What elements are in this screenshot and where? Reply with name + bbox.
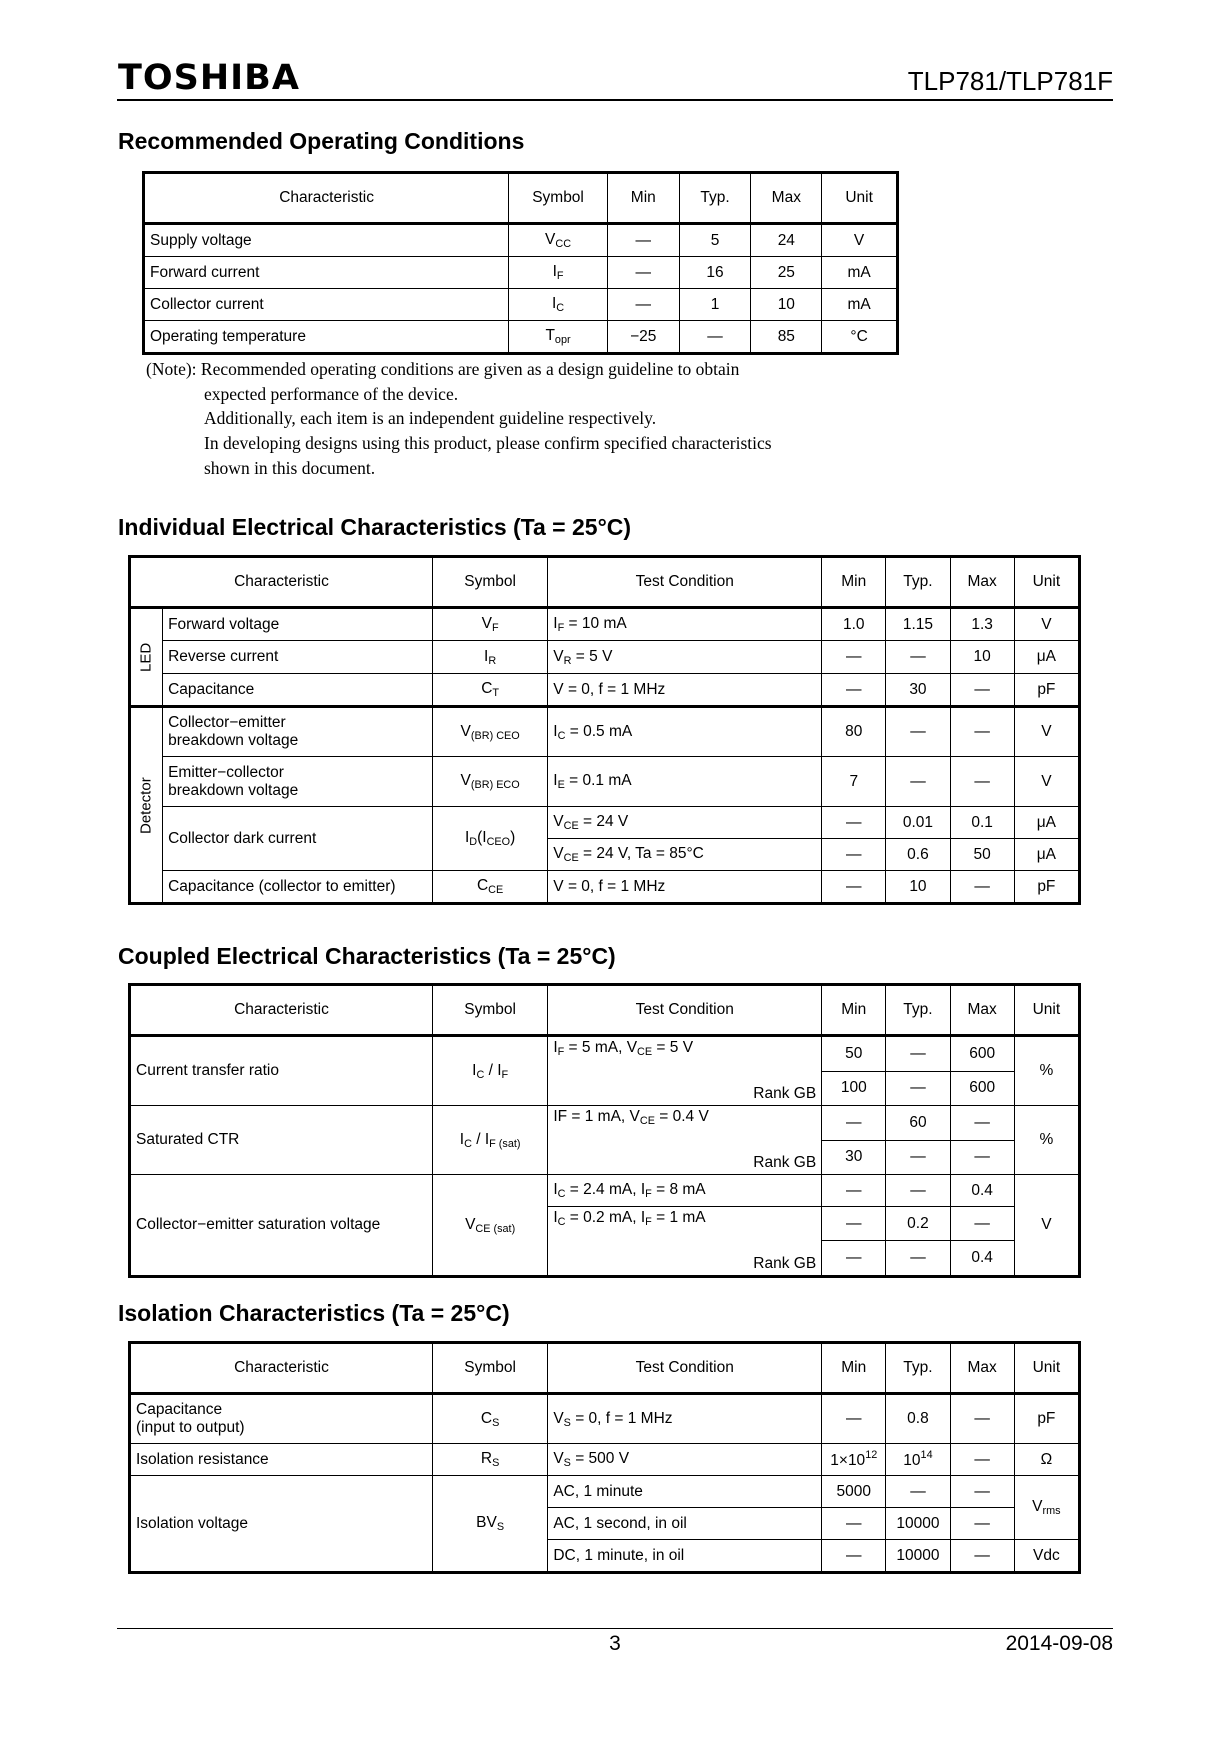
part-number: TLP781/TLP781F xyxy=(907,66,1113,96)
cell-min: −25 xyxy=(607,321,679,354)
cell-min: — xyxy=(822,1175,886,1207)
col-symbol: Symbol xyxy=(432,1343,547,1394)
cell-typ: 16 xyxy=(679,257,751,289)
note-line: (Note): Recommended operating conditions are given as a design guideline to obtain xyxy=(146,359,740,379)
roc-header-row xyxy=(144,173,898,224)
cell-typ: — xyxy=(886,1175,950,1207)
cell-min: 5000 xyxy=(822,1476,886,1508)
cell-unit: mA xyxy=(822,289,898,321)
cell-min: 80 xyxy=(822,707,886,757)
cell-typ: 1 xyxy=(679,289,751,321)
cell-min: 30 xyxy=(822,1140,886,1175)
cell-symbol: $R_S$ xyxy=(432,1444,547,1476)
note-line: In developing designs using this product, please confirm specified characteristics xyxy=(204,433,772,454)
individual-table xyxy=(128,555,1081,905)
cell-char: Collector current xyxy=(144,289,509,321)
cell-typ: — xyxy=(886,641,950,674)
note-line: Additionally, each item is an independent guideline respectively. xyxy=(204,408,657,429)
cell-min: — xyxy=(822,871,886,904)
cell-min: — xyxy=(607,224,679,257)
cell-symbol: $I_D(I_{CEO})$ xyxy=(432,807,547,871)
table-row xyxy=(130,871,1080,904)
cell-typ: — xyxy=(886,757,950,807)
cell-condition: $I_F = 5$ mA, $V_{CE} = 5$ V Rank GB xyxy=(548,1036,822,1106)
cell-symbol: $BV_S$ xyxy=(432,1476,547,1573)
cell-symbol: $I_C / I_F$ xyxy=(432,1036,547,1106)
cell-char: Capacitance (collector to emitter) xyxy=(163,871,433,904)
cell-unit: V xyxy=(1014,1175,1079,1277)
cell-min: — xyxy=(822,839,886,871)
table-row xyxy=(130,1106,1080,1141)
cell-char: Collector−emitter saturation voltage xyxy=(130,1175,433,1277)
cell-char: Collector−emitter breakdown voltage xyxy=(163,707,433,757)
table-row xyxy=(144,289,898,321)
cell-condition: $V_S = 0$, f = 1 MHz xyxy=(548,1394,822,1444)
revision-date: 2014-09-08 xyxy=(1005,1632,1113,1655)
cell-char: Collector dark current xyxy=(163,807,433,871)
cell-typ: 30 xyxy=(886,674,950,707)
col-test-condition: Test Condition xyxy=(548,1343,822,1394)
cell-typ: 60 xyxy=(886,1106,950,1141)
cell-min: — xyxy=(822,1540,886,1573)
cell-typ: $10^{14}$ xyxy=(886,1444,950,1476)
cell-unit: V xyxy=(822,224,898,257)
table-row xyxy=(130,1444,1080,1476)
cell-unit: pF xyxy=(1014,871,1079,904)
cell-unit: mA xyxy=(822,257,898,289)
col-characteristic: Characteristic xyxy=(130,557,433,608)
cell-condition: $V_{CE} = 24$ V xyxy=(548,807,822,839)
cell-max: — xyxy=(950,1207,1014,1241)
cell-unit: V xyxy=(1014,707,1079,757)
roc-table xyxy=(142,171,899,355)
cell-char: Reverse current xyxy=(163,641,433,674)
col-typ: Typ. xyxy=(679,173,751,224)
cell-max: — xyxy=(950,1540,1014,1573)
cell-min: 1.0 xyxy=(822,608,886,641)
cell-typ: — xyxy=(886,1476,950,1508)
col-characteristic: Characteristic xyxy=(144,173,509,224)
table-row xyxy=(130,608,1080,641)
col-max: Max xyxy=(950,557,1014,608)
cell-condition: AC, 1 second, in oil xyxy=(548,1508,822,1540)
cell-min: — xyxy=(822,1508,886,1540)
cell-condition: $I_E = 0.1$ mA xyxy=(548,757,822,807)
cell-symbol: $I_F$ xyxy=(509,257,608,289)
cell-typ: 10000 xyxy=(886,1540,950,1573)
table-row xyxy=(144,257,898,289)
cell-max: — xyxy=(950,674,1014,707)
cell-min: — xyxy=(822,1207,886,1241)
cell-min: — xyxy=(822,641,886,674)
brand-logo: TOSHIBA xyxy=(118,58,300,98)
cell-min: — xyxy=(822,674,886,707)
note-line: expected performance of the device. xyxy=(204,383,459,404)
cell-typ: 0.01 xyxy=(886,807,950,839)
page-number: 3 xyxy=(609,1632,621,1655)
col-symbol: Symbol xyxy=(509,173,608,224)
cell-typ: 0.2 xyxy=(886,1207,950,1241)
coupled-title: Coupled Electrical Characteristics (Ta = 25°C) xyxy=(118,943,616,969)
cell-min: 100 xyxy=(822,1071,886,1105)
cell-char: Operating temperature xyxy=(144,321,509,354)
cell-typ: 0.6 xyxy=(886,839,950,871)
cell-unit: Vdc xyxy=(1014,1540,1079,1573)
col-test-condition: Test Condition xyxy=(548,557,822,608)
cell-condition: V = 0, f = 1 MHz xyxy=(548,674,822,707)
cell-unit: pF xyxy=(1014,674,1079,707)
cell-condition: DC, 1 minute, in oil xyxy=(548,1540,822,1573)
cell-max: 0.1 xyxy=(950,807,1014,839)
cell-min: — xyxy=(822,1106,886,1141)
cell-condition: $I_C = 0.2$ mA, $I_F = 1$ mA Rank GB xyxy=(548,1207,822,1277)
cell-condition: IF = 1 mA, $V_{CE} = 0.4$ V Rank GB xyxy=(548,1106,822,1175)
cell-char: Current transfer ratio xyxy=(130,1036,433,1106)
footer-rule xyxy=(117,1628,1113,1629)
cell-min: — xyxy=(607,257,679,289)
cell-typ: — xyxy=(886,1241,950,1277)
cell-char: Forward voltage xyxy=(163,608,433,641)
cell-symbol: $T_{opr}$ xyxy=(509,321,608,354)
cell-typ: — xyxy=(886,1036,950,1072)
cell-max: — xyxy=(950,707,1014,757)
cell-min: 50 xyxy=(822,1036,886,1072)
cell-char: Forward current xyxy=(144,257,509,289)
cell-max: 24 xyxy=(751,224,822,257)
cell-symbol: $V_{CC}$ xyxy=(509,224,608,257)
col-characteristic: Characteristic xyxy=(130,1343,433,1394)
col-min: Min xyxy=(822,985,886,1036)
cell-symbol: $V_{(BR) ECO}$ xyxy=(432,757,547,807)
cell-typ: — xyxy=(679,321,751,354)
cell-symbol: $I_C$ xyxy=(509,289,608,321)
cell-unit: °C xyxy=(822,321,898,354)
cell-char: Supply voltage xyxy=(144,224,509,257)
cell-typ: 5 xyxy=(679,224,751,257)
table-row xyxy=(130,674,1080,707)
cell-max: — xyxy=(950,1106,1014,1141)
isolation-header-row xyxy=(130,1343,1080,1394)
cell-typ: 10 xyxy=(886,871,950,904)
group-detector: Detector xyxy=(130,707,163,904)
cell-char: Isolation voltage xyxy=(130,1476,433,1573)
table-row xyxy=(130,1476,1080,1508)
table-row xyxy=(144,224,898,257)
cell-char: Saturated CTR xyxy=(130,1106,433,1175)
cell-unit: % xyxy=(1014,1036,1079,1106)
table-row xyxy=(130,757,1080,807)
cell-char: Capacitance (input to output) xyxy=(130,1394,433,1444)
col-unit: Unit xyxy=(1014,557,1079,608)
cell-max: 50 xyxy=(950,839,1014,871)
cell-symbol: $I_C / I_{F (sat)}$ xyxy=(432,1106,547,1175)
cell-min: $1\times 10^{12}$ xyxy=(822,1444,886,1476)
col-test-condition: Test Condition xyxy=(548,985,822,1036)
cell-condition: $V_{CE} = 24$ V, Ta = 85°C xyxy=(548,839,822,871)
table-row xyxy=(130,1036,1080,1072)
col-symbol: Symbol xyxy=(432,985,547,1036)
cell-max: 10 xyxy=(950,641,1014,674)
col-characteristic: Characteristic xyxy=(130,985,433,1036)
cell-typ: 0.8 xyxy=(886,1394,950,1444)
note-line: shown in this document. xyxy=(204,457,376,478)
cell-max: 10 xyxy=(751,289,822,321)
cell-unit: $V_{rms}$ xyxy=(1014,1476,1079,1540)
individual-header-row xyxy=(130,557,1080,608)
cell-min: — xyxy=(822,1394,886,1444)
table-row xyxy=(130,707,1080,757)
cell-symbol: $V_F$ xyxy=(432,608,547,641)
cell-condition: V = 0, f = 1 MHz xyxy=(548,871,822,904)
col-unit: Unit xyxy=(1014,985,1079,1036)
cell-max: 0.4 xyxy=(950,1241,1014,1277)
cell-min: 7 xyxy=(822,757,886,807)
cell-max: 600 xyxy=(950,1071,1014,1105)
isolation-table xyxy=(128,1341,1081,1574)
cell-condition: $V_S = 500$ V xyxy=(548,1444,822,1476)
col-unit: Unit xyxy=(822,173,898,224)
col-min: Min xyxy=(822,557,886,608)
table-row xyxy=(144,321,898,354)
cell-max: — xyxy=(950,1508,1014,1540)
cell-max: — xyxy=(950,1444,1014,1476)
cell-symbol: $C_T$ xyxy=(432,674,547,707)
coupled-table xyxy=(128,983,1081,1278)
cell-max: — xyxy=(950,757,1014,807)
cell-unit: % xyxy=(1014,1106,1079,1175)
col-max: Max xyxy=(950,985,1014,1036)
roc-note xyxy=(146,357,772,481)
cell-min: — xyxy=(822,807,886,839)
col-typ: Typ. xyxy=(886,557,950,608)
cell-typ: — xyxy=(886,1140,950,1175)
cell-symbol: $V_{CE (sat)}$ xyxy=(432,1175,547,1277)
col-max: Max xyxy=(950,1343,1014,1394)
isolation-title: Isolation Characteristics (Ta = 25°C) xyxy=(118,1300,510,1326)
cell-unit: V xyxy=(1014,608,1079,641)
col-max: Max xyxy=(751,173,822,224)
col-symbol: Symbol xyxy=(432,557,547,608)
cell-condition: $I_C = 2.4$ mA, $I_F = 8$ mA xyxy=(548,1175,822,1207)
table-row xyxy=(130,1394,1080,1444)
cell-unit: μA xyxy=(1014,641,1079,674)
coupled-header-row xyxy=(130,985,1080,1036)
col-min: Min xyxy=(822,1343,886,1394)
rank-label: Rank GB xyxy=(753,1154,817,1171)
cell-unit: μA xyxy=(1014,839,1079,871)
group-led: LED xyxy=(130,608,163,707)
table-row xyxy=(130,807,1080,839)
cell-max: 0.4 xyxy=(950,1175,1014,1207)
cell-condition: AC, 1 minute xyxy=(548,1476,822,1508)
col-typ: Typ. xyxy=(886,985,950,1036)
table-row xyxy=(130,641,1080,674)
cell-max: 25 xyxy=(751,257,822,289)
roc-title: Recommended Operating Conditions xyxy=(118,128,525,154)
cell-typ: 10000 xyxy=(886,1508,950,1540)
cell-max: — xyxy=(950,1394,1014,1444)
cell-max: 85 xyxy=(751,321,822,354)
rank-label: Rank GB xyxy=(753,1085,817,1102)
cell-condition: $I_F = 10$ mA xyxy=(548,608,822,641)
cell-max: 1.3 xyxy=(950,608,1014,641)
cell-symbol: $C_S$ xyxy=(432,1394,547,1444)
cell-max: 600 xyxy=(950,1036,1014,1072)
rank-label: Rank GB xyxy=(753,1255,817,1272)
cell-symbol: $C_{CE}$ xyxy=(432,871,547,904)
individual-title: Individual Electrical Characteristics (Ta = 25°C) xyxy=(118,514,632,540)
cell-char: Isolation resistance xyxy=(130,1444,433,1476)
col-typ: Typ. xyxy=(886,1343,950,1394)
col-unit: Unit xyxy=(1014,1343,1079,1394)
cell-max: — xyxy=(950,871,1014,904)
cell-min: — xyxy=(607,289,679,321)
cell-char: Emitter−collector breakdown voltage xyxy=(163,757,433,807)
cell-char: Capacitance xyxy=(163,674,433,707)
cell-symbol: $V_{(BR) CEO}$ xyxy=(432,707,547,757)
cell-unit: pF xyxy=(1014,1394,1079,1444)
cell-max: — xyxy=(950,1140,1014,1175)
cell-unit: μA xyxy=(1014,807,1079,839)
cell-unit: V xyxy=(1014,757,1079,807)
col-min: Min xyxy=(607,173,679,224)
header-rule xyxy=(117,99,1113,101)
cell-unit: Ω xyxy=(1014,1444,1079,1476)
cell-symbol: $I_R$ xyxy=(432,641,547,674)
cell-condition: $V_R = 5$ V xyxy=(548,641,822,674)
cell-condition: $I_C = 0.5$ mA xyxy=(548,707,822,757)
cell-typ: — xyxy=(886,1071,950,1105)
cell-max: — xyxy=(950,1476,1014,1508)
cell-typ: — xyxy=(886,707,950,757)
cell-min: — xyxy=(822,1241,886,1277)
cell-typ: 1.15 xyxy=(886,608,950,641)
table-row xyxy=(130,1175,1080,1207)
